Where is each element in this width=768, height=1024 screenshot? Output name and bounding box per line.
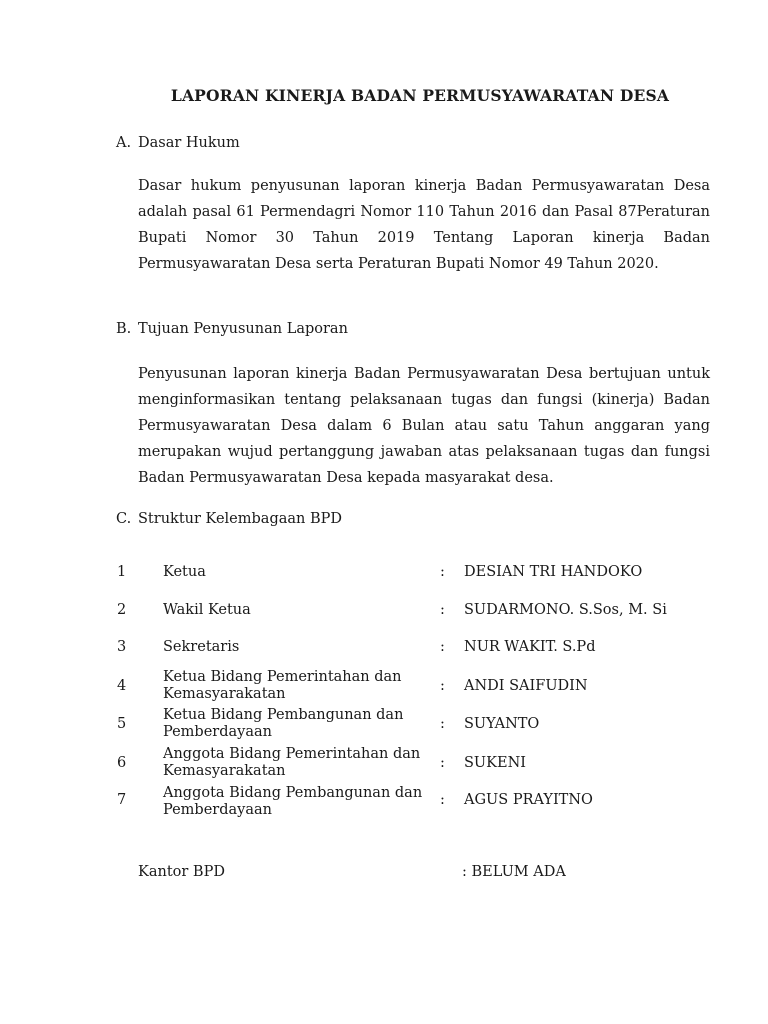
member-position: Ketua Bidang Pemerintahan dan Kemasyarakatan — [163, 669, 402, 702]
member-name: DESIAN TRI HANDOKO — [464, 564, 643, 580]
member-number: 2 — [117, 602, 127, 618]
member-number: 7 — [117, 792, 127, 808]
section-title: Struktur Kelembagaan BPD — [138, 511, 342, 527]
member-colon: : — [440, 792, 445, 808]
member-number: 4 — [117, 678, 127, 694]
office-value: : BELUM ADA — [462, 864, 566, 880]
member-position: Ketua — [163, 564, 206, 580]
member-name: SUDARMONO. S.Sos, M. Si — [464, 602, 667, 618]
member-name: ANDI SAIFUDIN — [464, 678, 588, 694]
member-position: Anggota Bidang Pemerintahan dan Kemasyarakatan — [163, 746, 421, 779]
member-colon: : — [440, 602, 445, 618]
section-a-heading — [116, 135, 240, 151]
section-b-paragraph: Penyusunan laporan kinerja Badan Permusyawaratan Desa bertujuan untuk menginformasikan tentang pelaksanaan tugas dan fungsi (kinerja) Badan Permusyawaratan Desa dalam 6 Bulan atau satu Tahun anggaran yang merupakan wujud pertanggung jawaban atas pelaksanaan tugas dan fungsi Badan Permusyawaratan Desa kepada masyarakat desa. — [138, 366, 710, 486]
section-letter: B. — [116, 321, 132, 337]
member-colon: : — [440, 755, 445, 771]
member-colon: : — [440, 678, 445, 694]
office-label: Kantor BPD — [138, 864, 225, 880]
member-number: 3 — [117, 639, 127, 655]
member-name: SUKENI — [464, 755, 526, 771]
section-c-heading — [116, 511, 342, 527]
member-number: 5 — [117, 716, 127, 732]
member-colon: : — [440, 716, 445, 732]
section-title: Dasar Hukum — [138, 135, 240, 151]
member-name: SUYANTO — [464, 716, 540, 732]
member-name: AGUS PRAYITNO — [464, 792, 593, 808]
member-colon: : — [440, 564, 445, 580]
member-position: Anggota Bidang Pembangunan dan Pemberdayaan — [163, 785, 423, 818]
member-number: 1 — [117, 564, 127, 580]
member-position: Ketua Bidang Pembangunan dan Pemberdayaan — [163, 707, 404, 740]
section-a-paragraph: Dasar hukum penyusunan laporan kinerja Badan Permusyawaratan Desa adalah pasal 61 Permendagri Nomor 110 Tahun 2016 dan Pasal 87Peraturan Bupati Nomor 30 Tahun 2019 Tentang Laporan kinerja Badan Permusyawaratan Desa serta Peraturan Bupati Nomor 49 Tahun 2020. — [138, 178, 710, 272]
section-letter: A. — [116, 135, 132, 151]
member-colon: : — [440, 639, 445, 655]
member-position: Sekretaris — [163, 639, 240, 655]
section-letter: C. — [116, 511, 132, 527]
section-b-heading — [116, 321, 348, 337]
section-title: Tujuan Penyusunan Laporan — [138, 321, 348, 337]
document-title: LAPORAN KINERJA BADAN PERMUSYAWARATAN DESA — [170, 86, 670, 105]
member-name: NUR WAKIT. S.Pd — [464, 639, 596, 655]
member-number: 6 — [117, 755, 127, 771]
member-position: Wakil Ketua — [163, 602, 251, 618]
